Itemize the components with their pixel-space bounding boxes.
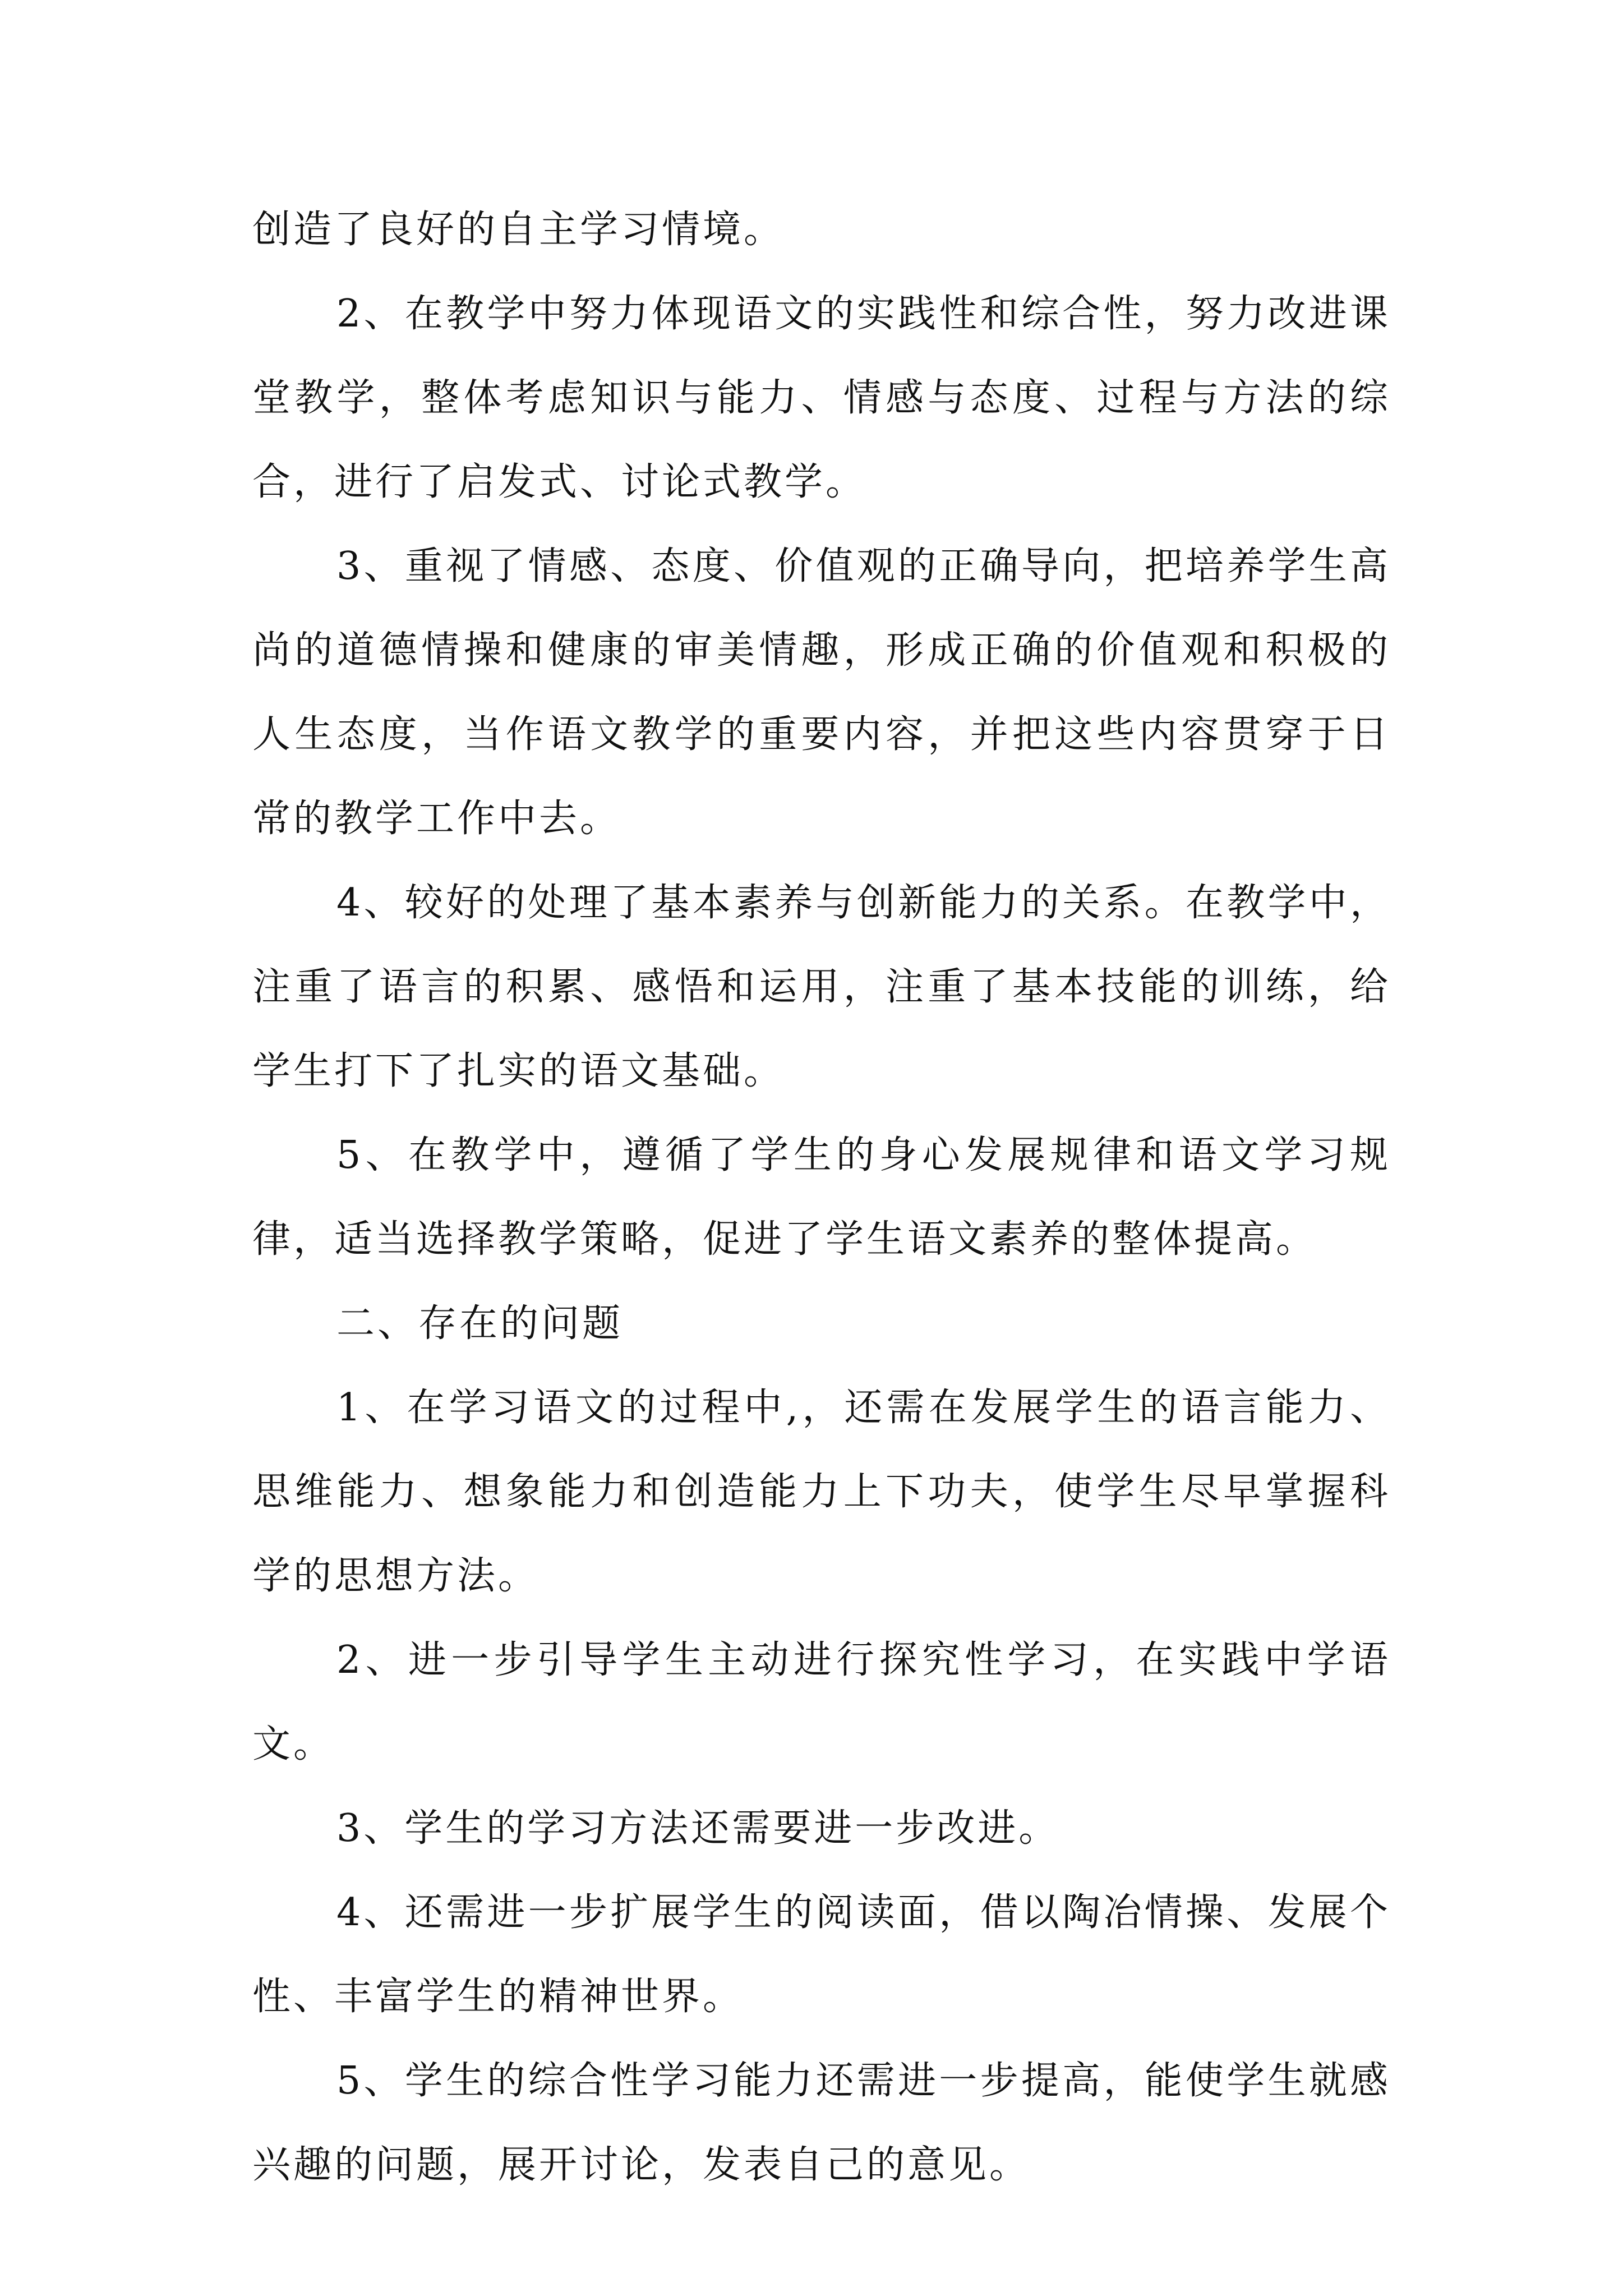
paragraph-problem-4: 4、还需进一步扩展学生的阅读面，借以陶冶情操、发展个性、丰富学生的精神世界。 bbox=[252, 1890, 1391, 2019]
paragraph-problem-5: 5、学生的综合性学习能力还需进一步提高，能使学生就感兴趣的问题，展开讨论，发表自己的意见。 bbox=[252, 2059, 1391, 2187]
document-body bbox=[252, 188, 1391, 2207]
paragraph-problem-3: 3、学生的学习方法还需要进一步改进。 bbox=[336, 1806, 1060, 1851]
paragraph-continuation: 创造了良好的自主学习情境。 bbox=[252, 208, 785, 252]
paragraph-problem-2: 2、进一步引导学生主动进行探究性学习，在实践中学语文。 bbox=[252, 1638, 1391, 1766]
paragraph-point-3: 3、重视了情感、态度、价值观的正确导向，把培养学生高尚的道德情操和健康的审美情趣，形成正确的价值观和积极的人生态度，当作语文教学的重要内容，并把这些内容贯穿于日常的教学工作中去。 bbox=[252, 544, 1391, 841]
paragraph-point-4: 4、较好的处理了基本素养与创新能力的关系。在教学中，注重了语言的积累、感悟和运用，注重了基本技能的训练，给学生打下了扎实的语文基础。 bbox=[252, 881, 1391, 1093]
paragraph-problem-1: 1、在学习语文的过程中,，还需在发展学生的语言能力、思维能力、想象能力和创造能力上下功夫，使学生尽早掌握科学的思想方法。 bbox=[252, 1386, 1391, 1598]
paragraph-point-5: 5、在教学中，遵循了学生的身心发展规律和语文学习规律，适当选择教学策略，促进了学生语文素养的整体提高。 bbox=[252, 1133, 1391, 1262]
paragraph-point-2: 2、在教学中努力体现语文的实践性和综合性，努力改进课堂教学，整体考虑知识与能力、情感与态度、过程与方法的综合，进行了启发式、讨论式教学。 bbox=[252, 292, 1391, 504]
section-heading-problems: 二、存在的问题 bbox=[336, 1301, 624, 1346]
